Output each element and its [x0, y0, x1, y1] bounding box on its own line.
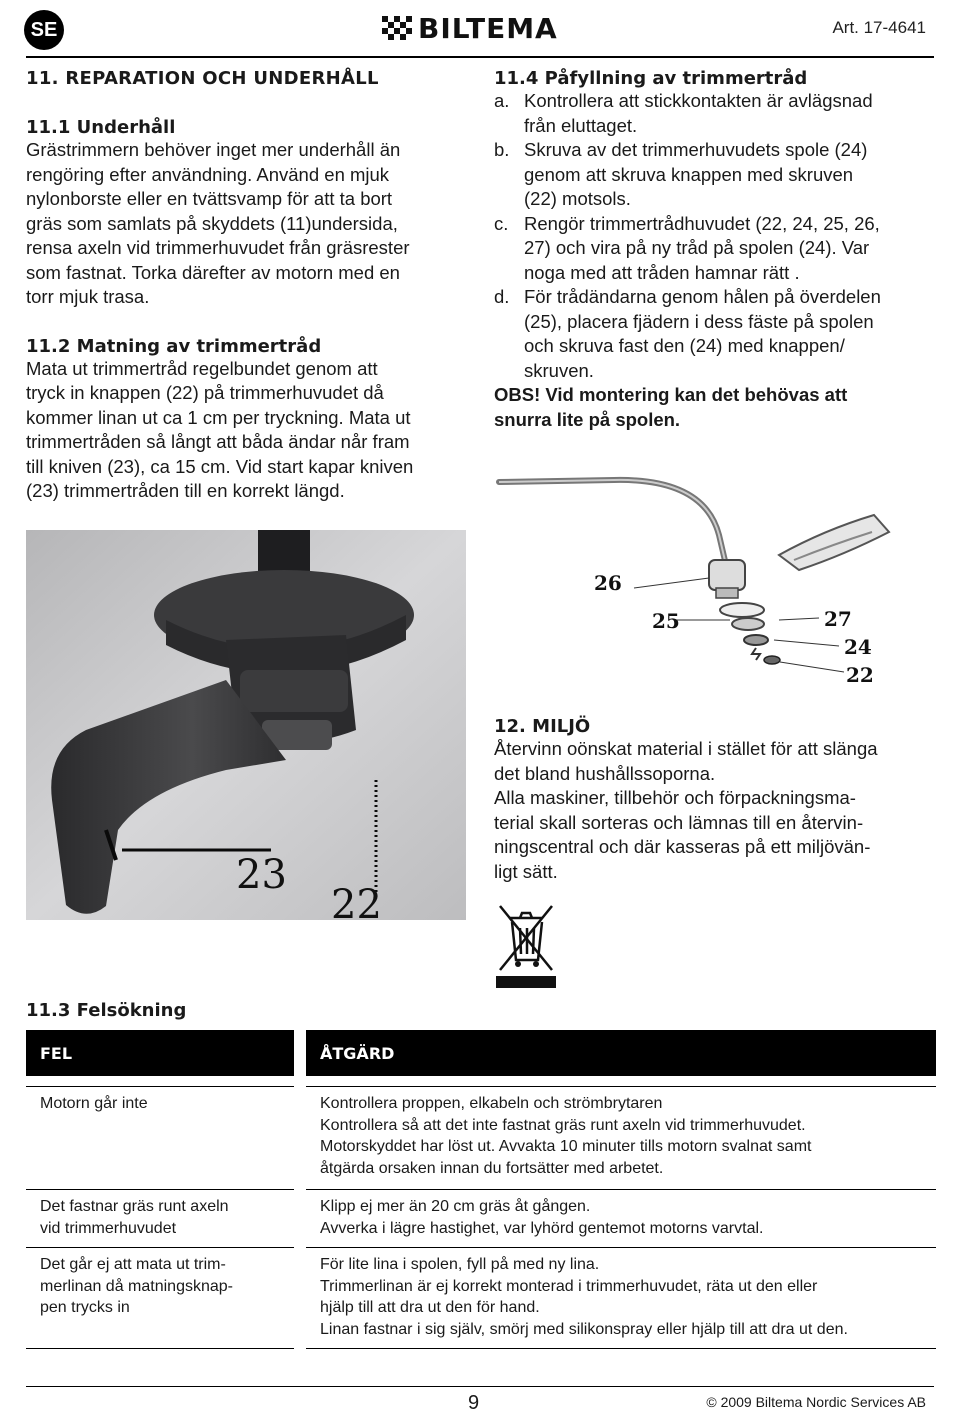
diagram-label-22: 22 — [846, 663, 874, 687]
refill-title: 11.4 Påfyllning av trimmertråd — [494, 68, 808, 89]
list-item: a. Kontrollera att stickkontakten är avlägsnad från eluttaget. — [494, 90, 873, 136]
diagram-label-25: 25 — [652, 609, 680, 633]
maintenance-title: 11.1 Underhåll — [26, 117, 176, 138]
atgard-cell: Klipp ej mer än 20 cm gräs åt gången. Avverka i lägre hastighet, var lyhörd gentemot motorns varvtal. — [300, 1190, 936, 1248]
article-number: Art. 17-4641 — [832, 18, 926, 37]
section-title: 11. REPARATION OCH UNDERHÅLL — [26, 68, 379, 89]
fel-cell: Det fastnar gräs runt axeln vid trimmerhuvudet — [26, 1190, 300, 1248]
fel-cell: Det går ej att mata ut trim- merlinan då matningsknap- pen trycks in — [26, 1248, 300, 1349]
brand-name: BILTEMA — [418, 11, 558, 45]
weee-bin-icon — [494, 900, 558, 990]
diagram-label-26: 26 — [594, 571, 622, 595]
trimmer-head-diagram — [494, 460, 914, 690]
trimmer-head-photo — [26, 530, 466, 920]
atgard-cell: För lite lina i spolen, fyll på med ny lina. Trimmerlinan är ej korrekt monterad i trimmerhuvudet, räta ut den eller hjälp till att dra ut den för hand. Linan fastnar i sig själv, smörj med silikonspray eller hjälp till att dra ut den. — [300, 1248, 936, 1349]
table-row — [26, 1248, 936, 1349]
refill-steps — [494, 89, 934, 383]
list-item: c. Rengör trimmertrådhuvudet (22, 24, 25, 26, 27) och vira på ny tråd på spolen (24). Var noga med att tråden hamnar rätt . — [494, 212, 880, 283]
atgard-cell: Kontrollera proppen, elkabeln och strömbrytaren Kontrollera så att det inte fastnat gräs runt axeln vid trimmerhuvudet. Motorskyddet har löst ut. Avvakta 10 minuter tills motorn svalnat samt åtgärda orsaken innan du fortsätter med arbetet. — [300, 1087, 936, 1190]
obs-note: OBS! Vid montering kan det behövas att snurra lite på spolen. — [494, 384, 848, 430]
table-row — [26, 1190, 936, 1248]
photo-label-23: 23 — [236, 852, 287, 898]
environment-text: Återvinn oönskat material i stället för att slänga det bland hushållssoporna. Alla maskiner, tillbehör och förpackningsma- terial skall sorteras och lämnas till en återvin- ningscentral och där kasseras på ett miljövän- ligt sätt. — [494, 738, 878, 882]
line-feed-title: 11.2 Matning av trimmertråd — [26, 335, 322, 357]
language-badge: SE — [24, 10, 64, 50]
line-feed-text: Mata ut trimmertråd regelbundet genom att tryck in knappen (22) på trimmerhuvudet då kommer linan ut ca 1 cm per tryckning. Mata ut trimmertråden så långt att båda ändar når fram till kniven (23), ca 15 cm. Vid start kapar kniven (23) trimmertråden till en korrekt längd. — [26, 357, 414, 501]
section-refill — [494, 68, 934, 432]
biltema-logo — [382, 12, 558, 44]
section-repair — [26, 68, 466, 504]
header-rule — [26, 56, 934, 58]
diagram-label-24: 24 — [844, 635, 872, 659]
footer-rule — [26, 1386, 934, 1387]
troubleshooting-title: 11.3 Felsökning — [26, 1000, 187, 1021]
diagram-label-27: 27 — [824, 607, 852, 631]
table-row — [26, 1087, 936, 1190]
section-environment — [494, 716, 934, 884]
copyright: © 2009 Biltema Nordic Services AB — [706, 1394, 926, 1410]
column-header-fel: FEL — [26, 1030, 300, 1076]
checker-icon — [382, 16, 412, 40]
list-item: d. För trådändarna genom hålen på överdelen (25), placera fjädern i dess fäste på spolen och skruva fast den (24) med knappen/ skruven. — [494, 286, 881, 381]
column-header-atgard: ÅTGÄRD — [300, 1030, 936, 1076]
maintenance-text: Grästrimmern behöver inget mer underhåll än rengöring efter användning. Använd en mjuk nylonborste eller en tvättsvamp för att ta bort gräs som samlats på skyddets (11)undersida, rensa axeln vid trimmerhuvudet från gräsrester som fastnat. Torka därefter av motorn med en torr mjuk trasa. — [26, 139, 410, 307]
environment-title: 12. MILJÖ — [494, 716, 591, 737]
page-number: 9 — [468, 1392, 480, 1414]
photo-label-22: 22 — [331, 882, 382, 920]
fel-cell: Motorn går inte — [40, 1095, 148, 1112]
troubleshooting-table — [26, 1030, 936, 1349]
list-item: b. Skruva av det trimmerhuvudets spole (24) genom att skruva knappen med skruven (22) motsols. — [494, 139, 868, 209]
